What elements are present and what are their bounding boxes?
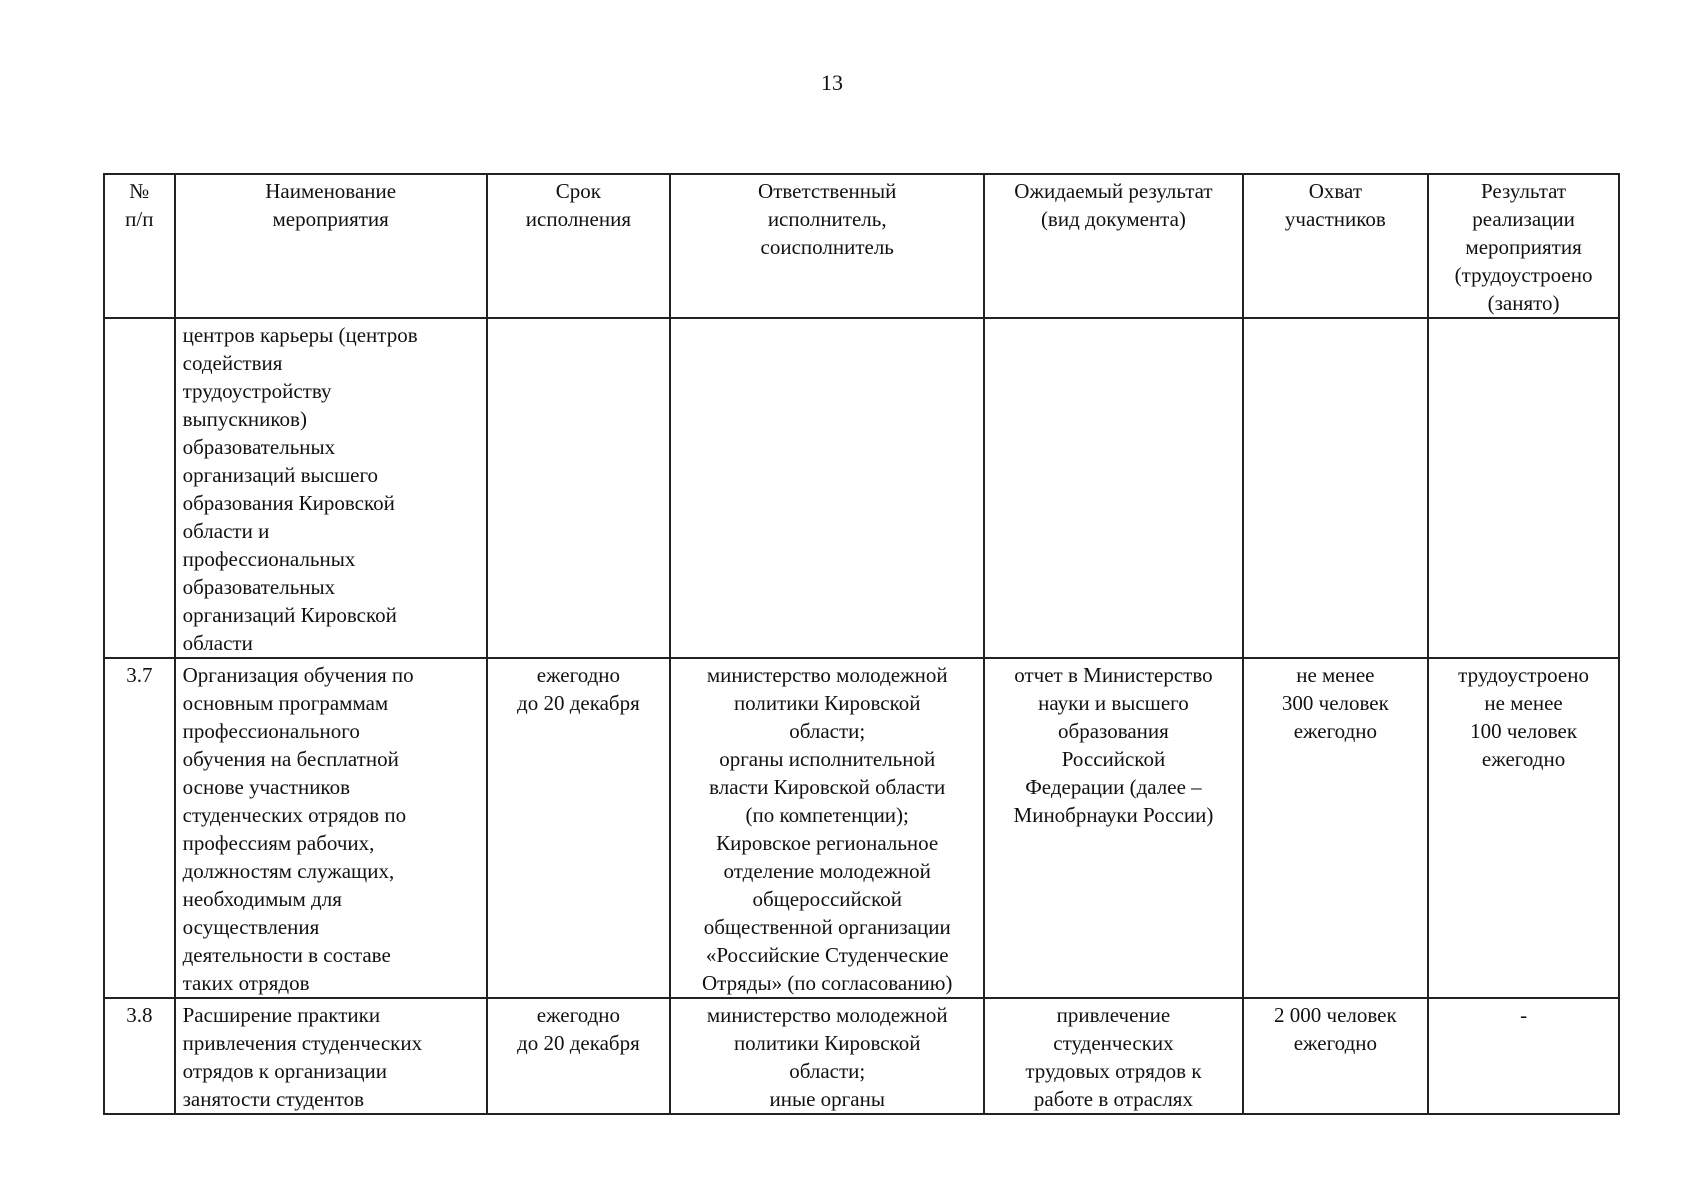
header-outcome: Результат реализации мероприятия (трудоустроено (занято) <box>1428 174 1619 318</box>
row-expected-result: отчет в Министерство науки и высшего образования Российской Федерации (далее – Минобрнауки России) <box>984 658 1242 998</box>
events-table <box>103 173 1620 1115</box>
header-expected-result: Ожидаемый результат (вид документа) <box>984 174 1242 318</box>
table-row <box>104 658 1619 998</box>
row-expected-result: привлечение студенческих трудовых отрядов к работе в отраслях <box>984 998 1242 1114</box>
table-header-row <box>104 174 1619 318</box>
row-outcome: трудоустроено не менее 100 человек ежегодно <box>1428 658 1619 998</box>
header-coverage: Охват участников <box>1243 174 1429 318</box>
header-responsible: Ответственный исполнитель, соисполнитель <box>670 174 984 318</box>
row-coverage: 2 000 человек ежегодно <box>1243 998 1429 1114</box>
row-expected-result <box>984 318 1242 658</box>
row-number: 3.8 <box>104 998 175 1114</box>
page-number: 13 <box>821 70 843 95</box>
row-coverage <box>1243 318 1429 658</box>
table-row <box>104 998 1619 1114</box>
row-number <box>104 318 175 658</box>
header-number: № п/п <box>104 174 175 318</box>
row-responsible <box>670 318 984 658</box>
row-deadline: ежегодно до 20 декабря <box>487 658 670 998</box>
row-event-name: Расширение практики привлечения студенческих отрядов к организации занятости студентов <box>175 998 487 1114</box>
row-responsible: министерство молодежной политики Кировской области; иные органы <box>670 998 984 1114</box>
row-deadline: ежегодно до 20 декабря <box>487 998 670 1114</box>
row-outcome <box>1428 318 1619 658</box>
row-event-name: Организация обучения по основным программам профессионального обучения на бесплатной основе участников студенческих отрядов по профессиям рабочих, должностям служащих, необходимым для осуществления деятельности в составе таких отрядов <box>175 658 487 998</box>
row-responsible: министерство молодежной политики Кировской области; органы исполнительной власти Кировской области (по компетенции); Кировское региональное отделение молодежной общероссийской общественной организации «Российские Студенческие Отряды» (по согласованию) <box>670 658 984 998</box>
row-outcome <box>1428 998 1619 1114</box>
row-coverage: не менее 300 человек ежегодно <box>1243 658 1429 998</box>
table-row <box>104 318 1619 658</box>
header-deadline: Срок исполнения <box>487 174 670 318</box>
row-deadline <box>487 318 670 658</box>
row-event-name: центров карьеры (центров содействия трудоустройству выпускников) образовательных организаций высшего образования Кировской области и профессиональных образовательных организаций Кировской области <box>175 318 487 658</box>
empty-dash: - <box>1520 1003 1528 1027</box>
row-number: 3.7 <box>104 658 175 998</box>
header-event-name: Наименование мероприятия <box>175 174 487 318</box>
